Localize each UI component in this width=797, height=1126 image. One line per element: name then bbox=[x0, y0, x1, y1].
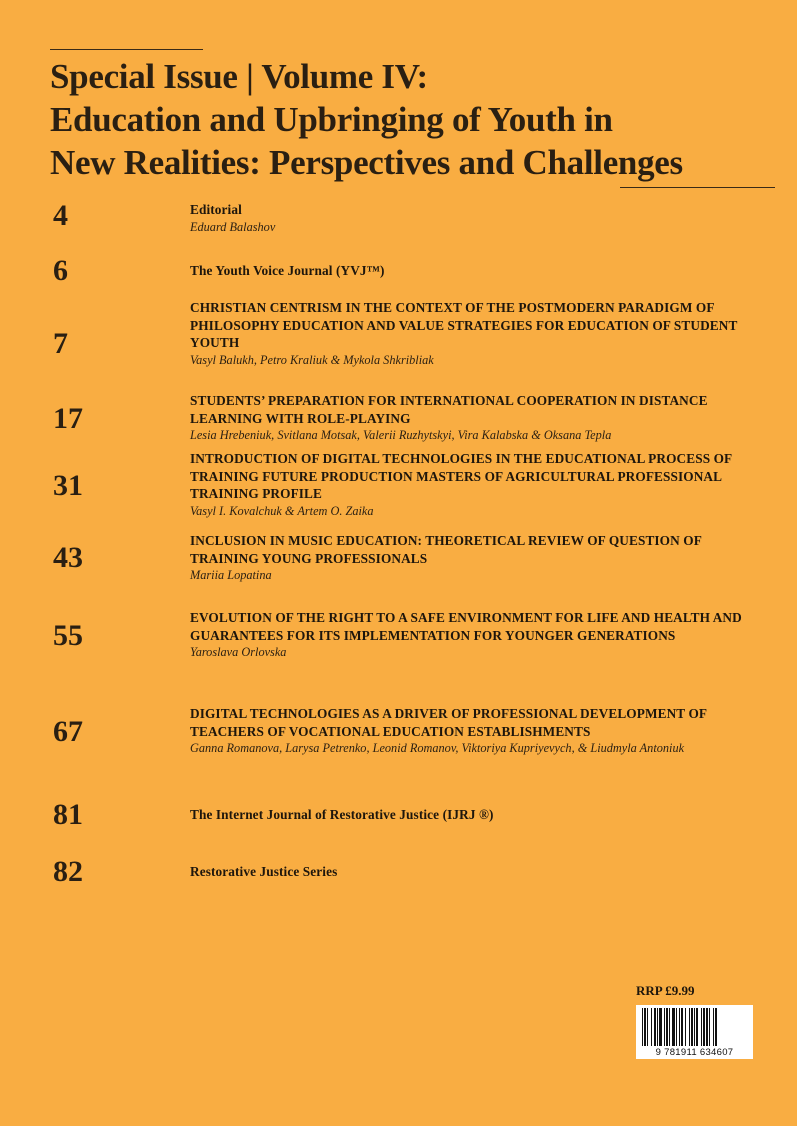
entry-title: INCLUSION IN MUSIC EDUCATION: THEORETICAL REVIEW OF QUESTION OF TRAINING YOUNG PROFESSIONALS bbox=[190, 533, 702, 566]
entry-body bbox=[190, 806, 750, 824]
entry-title: INTRODUCTION OF DIGITAL TECHNOLOGIES IN THE EDUCATIONAL PROCESS OF TRAINING FUTURE PRODUCTION MASTERS OF AGRICULTURAL PROFESSIONAL TRAINING PROFILE bbox=[190, 451, 732, 501]
isbn-barcode bbox=[636, 1005, 753, 1059]
page-number: 6 bbox=[53, 254, 68, 287]
price-label: RRP £9.99 bbox=[636, 983, 695, 998]
entry-title: The Youth Voice Journal (YVJ™) bbox=[190, 263, 385, 278]
entry-body bbox=[190, 392, 750, 444]
title-line-3: New Realities: Perspectives and Challenges bbox=[50, 143, 683, 182]
barcode-bar bbox=[666, 1008, 668, 1046]
entry-title: EVOLUTION OF THE RIGHT TO A SAFE ENVIRONMENT FOR LIFE AND HEALTH AND GUARANTEES FOR ITS IMPLEMENTATION FOR YOUNGER GENERATIONS bbox=[190, 610, 742, 643]
issue-title bbox=[50, 55, 790, 184]
title-line-1: Special Issue | Volume IV: bbox=[50, 57, 428, 96]
barcode-bar bbox=[642, 1008, 643, 1046]
barcode-bar bbox=[654, 1008, 656, 1046]
barcode-bar bbox=[691, 1008, 693, 1046]
barcode-bar bbox=[715, 1008, 717, 1046]
entry-authors: Eduard Balashov bbox=[190, 219, 276, 234]
barcode-bar bbox=[681, 1008, 683, 1046]
entry-authors: Ganna Romanova, Larysa Petrenko, Leonid Romanov, Viktoriya Kupriyevych, & Liudmyla Antoniuk bbox=[190, 741, 685, 755]
entry-body bbox=[190, 532, 750, 584]
entry-title: Editorial bbox=[190, 202, 242, 217]
page-number: 82 bbox=[53, 855, 83, 888]
entry-title: DIGITAL TECHNOLOGIES AS A DRIVER OF PROFESSIONAL DEVELOPMENT OF TEACHERS OF VOCATIONAL EDUCATION ESTABLISHMENTS bbox=[190, 706, 707, 739]
barcode-bar bbox=[709, 1008, 710, 1046]
entry-body bbox=[190, 262, 750, 280]
entry-authors: Lesia Hrebeniuk, Svitlana Motsak, Valerii Ruzhytskyi, Vira Kalabska & Oksana Tepla bbox=[190, 428, 612, 442]
barcode-bar bbox=[713, 1008, 714, 1046]
page-number: 43 bbox=[53, 541, 83, 574]
entry-body bbox=[190, 863, 750, 881]
entry-title: Restorative Justice Series bbox=[190, 864, 338, 879]
barcode-bar bbox=[651, 1008, 652, 1046]
barcode-digits: 9 781911 634607 bbox=[636, 1046, 753, 1059]
barcode-bar bbox=[701, 1008, 702, 1046]
barcode-bar bbox=[647, 1008, 648, 1046]
barcode-bars bbox=[636, 1005, 753, 1046]
entry-authors: Vasyl Balukh, Petro Kraliuk & Mykola Shkribliak bbox=[190, 352, 434, 367]
entry-authors: Yaroslava Orlovska bbox=[190, 645, 287, 659]
entry-body bbox=[190, 201, 750, 236]
top-rule bbox=[50, 49, 203, 50]
barcode-bar bbox=[669, 1008, 670, 1046]
page-number: 7 bbox=[53, 327, 68, 360]
entry-body bbox=[190, 450, 750, 520]
entry-body bbox=[190, 609, 750, 661]
entry-title: STUDENTS’ PREPARATION FOR INTERNATIONAL COOPERATION IN DISTANCE LEARNING WITH ROLE-PLAYING bbox=[190, 393, 708, 426]
entry-title: CHRISTIAN CENTRISM IN THE CONTEXT OF THE POSTMODERN PARADIGM OF PHILOSOPHY EDUCATION AND VALUE STRATEGIES FOR EDUCATION OF STUDENT YOUTH bbox=[190, 300, 738, 350]
barcode-bar bbox=[689, 1008, 690, 1046]
page-number: 55 bbox=[53, 619, 83, 652]
barcode-bar bbox=[657, 1008, 658, 1046]
entry-body bbox=[190, 299, 750, 369]
page-number: 81 bbox=[53, 798, 83, 831]
page-number: 17 bbox=[53, 402, 83, 435]
barcode-bar bbox=[679, 1008, 680, 1046]
entry-body bbox=[190, 705, 770, 757]
barcode-bar bbox=[672, 1008, 675, 1046]
entry-authors: Vasyl I. Kovalchuk & Artem O. Zaika bbox=[190, 503, 374, 518]
barcode-bar bbox=[659, 1008, 662, 1046]
barcode-bar bbox=[644, 1008, 646, 1046]
barcode-bar bbox=[664, 1008, 665, 1046]
barcode-bar bbox=[706, 1008, 708, 1046]
title-line-2: Education and Upbringing of Youth in bbox=[50, 100, 613, 139]
barcode-bar bbox=[694, 1008, 695, 1046]
page-number: 31 bbox=[53, 469, 83, 502]
barcode-bar bbox=[685, 1008, 686, 1046]
barcode-bar bbox=[696, 1008, 698, 1046]
entry-authors: Mariia Lopatina bbox=[190, 568, 272, 582]
barcode-bar bbox=[676, 1008, 677, 1046]
entry-title: The Internet Journal of Restorative Justice (IJRJ ®) bbox=[190, 807, 494, 822]
title-underline-rule bbox=[620, 187, 775, 188]
page-number: 4 bbox=[53, 199, 68, 232]
barcode-bar bbox=[703, 1008, 705, 1046]
page-number: 67 bbox=[53, 715, 83, 748]
